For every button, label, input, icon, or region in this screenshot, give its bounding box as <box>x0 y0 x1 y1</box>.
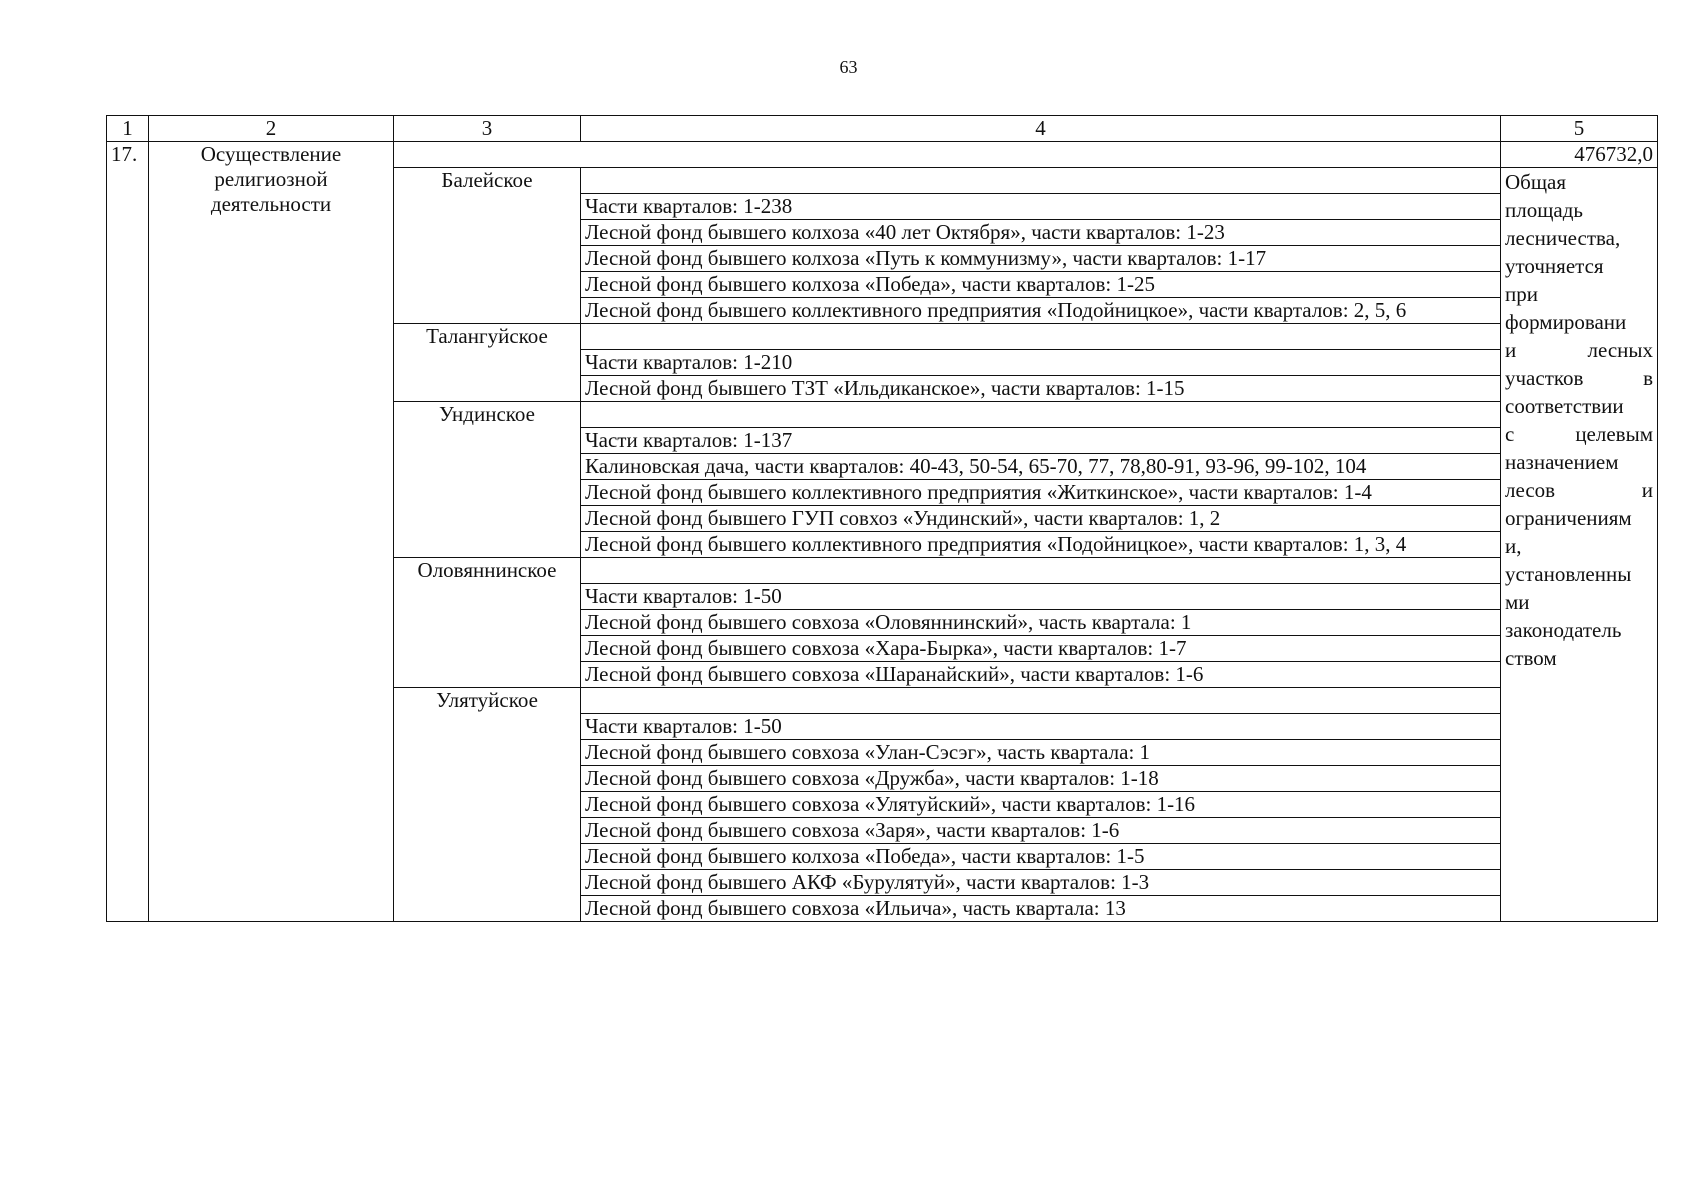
area-description-cell: Лесной фонд бывшего совхоза «Шаранайский», части кварталов: 1-6 <box>581 662 1501 688</box>
area-description-cell: Лесной фонд бывшего АКФ «Бурулятуй», части кварталов: 1-3 <box>581 870 1501 896</box>
note-line: и лесных <box>1505 338 1653 362</box>
area-description-cell: Лесной фонд бывшего колхоза «Победа», части кварталов: 1-5 <box>581 844 1501 870</box>
area-description-cell: Части кварталов: 1-238 <box>581 194 1501 220</box>
district-name-cell: Балейское <box>394 168 581 324</box>
area-description-cell: Лесной фонд бывшего совхоза «Улятуйский», части кварталов: 1-16 <box>581 792 1501 818</box>
note-line: участков в <box>1505 366 1653 390</box>
area-description-cell: Части кварталов: 1-137 <box>581 428 1501 454</box>
note-line: уточняется <box>1505 254 1604 278</box>
table-row <box>107 142 1658 168</box>
note-line: при <box>1505 282 1538 306</box>
area-description-cell: Лесной фонд бывшего коллективного предприятия «Подойницкое», части кварталов: 2, 5, 6 <box>581 298 1501 324</box>
note-cell <box>1501 168 1658 922</box>
purpose-cell: Осуществление религиозной деятельности <box>149 142 394 922</box>
district-name-cell: Талангуйское <box>394 324 581 402</box>
empty-cell <box>581 324 1501 350</box>
note-line: Общая <box>1505 170 1567 194</box>
note-line: установленны <box>1505 562 1632 586</box>
column-header: 1 <box>107 116 149 142</box>
note-line: соответствии <box>1505 394 1624 418</box>
area-description-cell: Части кварталов: 1-50 <box>581 714 1501 740</box>
column-header: 4 <box>581 116 1501 142</box>
empty-cell <box>581 558 1501 584</box>
total-area-cell: 476732,0 <box>1501 142 1658 168</box>
district-name-cell: Оловяннинское <box>394 558 581 688</box>
note-line: ограничениям <box>1505 506 1632 530</box>
area-description-cell: Лесной фонд бывшего колхоза «Победа», части кварталов: 1-25 <box>581 272 1501 298</box>
district-name-cell: Ундинское <box>394 402 581 558</box>
column-header: 3 <box>394 116 581 142</box>
area-description-cell: Лесной фонд бывшего совхоза «Ильича», часть квартала: 13 <box>581 896 1501 922</box>
empty-cell <box>581 688 1501 714</box>
area-description-cell: Части кварталов: 1-210 <box>581 350 1501 376</box>
area-description-cell: Лесной фонд бывшего колхоза «40 лет Октября», части кварталов: 1-23 <box>581 220 1501 246</box>
forest-purpose-table <box>106 115 1658 922</box>
area-description-cell: Лесной фонд бывшего совхоза «Улан-Сэсэг», часть квартала: 1 <box>581 740 1501 766</box>
column-header: 5 <box>1501 116 1658 142</box>
header-row <box>107 116 1658 142</box>
area-description-cell: Лесной фонд бывшего колхоза «Путь к коммунизму», части кварталов: 1-17 <box>581 246 1501 272</box>
row-number-cell: 17. <box>107 142 149 922</box>
area-description-cell: Лесной фонд бывшего коллективного предприятия «Подойницкое», части кварталов: 1, 3, 4 <box>581 532 1501 558</box>
empty-cell <box>394 142 1501 168</box>
area-description-cell: Лесной фонд бывшего совхоза «Дружба», части кварталов: 1-18 <box>581 766 1501 792</box>
note-line: лесничества, <box>1505 226 1621 250</box>
note-line: ством <box>1505 646 1557 670</box>
note-line: площадь <box>1505 198 1583 222</box>
note-line: законодатель <box>1505 618 1622 642</box>
area-description-cell: Лесной фонд бывшего совхоза «Заря», части кварталов: 1-6 <box>581 818 1501 844</box>
note-line: формировани <box>1505 310 1627 334</box>
note-line: назначением <box>1505 450 1619 474</box>
empty-cell <box>581 402 1501 428</box>
area-description-cell: Лесной фонд бывшего коллективного предприятия «Житкинское», части кварталов: 1-4 <box>581 480 1501 506</box>
area-description-cell: Части кварталов: 1-50 <box>581 584 1501 610</box>
column-header: 2 <box>149 116 394 142</box>
page-number: 63 <box>839 57 858 77</box>
area-description-cell: Лесной фонд бывшего совхоза «Оловяннинский», часть квартала: 1 <box>581 610 1501 636</box>
area-description-cell: Лесной фонд бывшего ТЗТ «Ильдиканское», части кварталов: 1-15 <box>581 376 1501 402</box>
note-line: и, <box>1505 534 1522 558</box>
note-line: лесов и <box>1505 478 1653 502</box>
note-line: ми <box>1505 590 1530 614</box>
empty-cell <box>581 168 1501 194</box>
area-description-cell: Лесной фонд бывшего ГУП совхоз «Ундинский», части кварталов: 1, 2 <box>581 506 1501 532</box>
area-description-cell: Калиновская дача, части кварталов: 40-43, 50-54, 65-70, 77, 78,80-91, 93-96, 99-102, 104 <box>581 454 1501 480</box>
note-line: с целевым <box>1505 422 1653 446</box>
district-name-cell: Улятуйское <box>394 688 581 922</box>
area-description-cell: Лесной фонд бывшего совхоза «Хара-Бырка», части кварталов: 1-7 <box>581 636 1501 662</box>
